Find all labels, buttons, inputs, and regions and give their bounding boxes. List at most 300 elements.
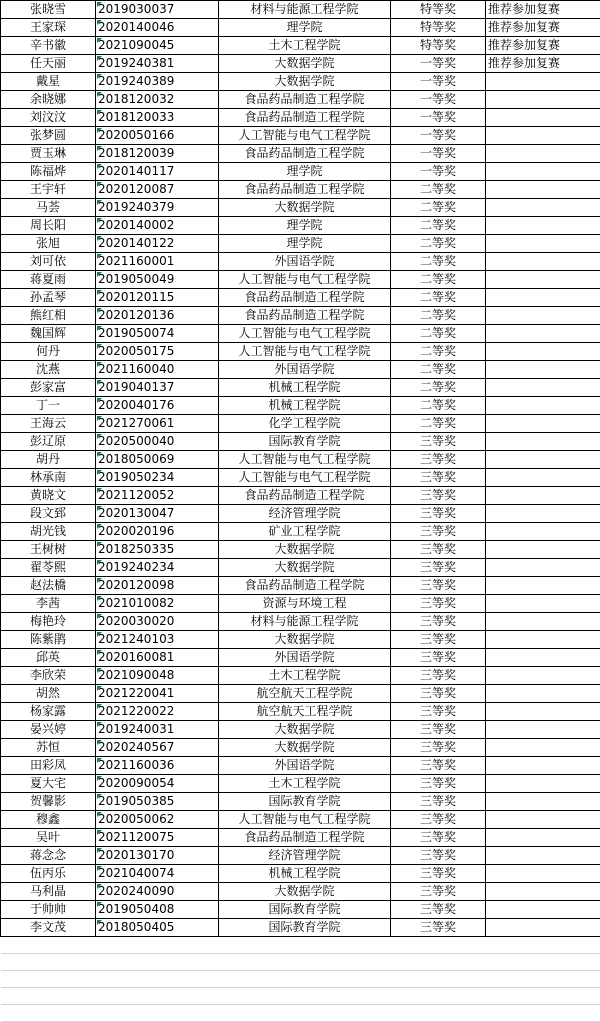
number-as-text-indicator-icon [97,290,102,295]
number-as-text-indicator-icon [97,722,102,727]
award-cell[interactable]: 三等奖 [391,721,486,739]
college-cell[interactable]: 理学院 [219,235,391,253]
award-cell[interactable]: 三等奖 [391,595,486,613]
note-cell[interactable]: 推荐参加复赛 [486,19,600,37]
note-cell[interactable] [486,487,600,505]
note-cell[interactable] [486,559,600,577]
name-cell[interactable]: 赵法橋 [1,577,96,595]
student-id-cell[interactable] [96,271,219,289]
college-cell[interactable]: 外国语学院 [219,253,391,271]
note-cell[interactable] [486,451,600,469]
student-id-cell[interactable] [96,595,219,613]
name-cell[interactable]: 林承南 [1,469,96,487]
table-row [1,505,600,523]
college-cell[interactable]: 外国语学院 [219,757,391,775]
student-id-cell[interactable] [96,343,219,361]
college-cell[interactable]: 国际教育学院 [219,433,391,451]
note-cell[interactable]: 推荐参加复赛 [486,1,600,19]
empty-cell[interactable] [391,937,486,954]
note-cell[interactable] [486,415,600,433]
empty-cell[interactable] [1,937,96,954]
student-id-cell[interactable] [96,667,219,685]
award-cell[interactable]: 二等奖 [391,325,486,343]
student-id-cell[interactable] [96,685,219,703]
award-cell[interactable]: 三等奖 [391,883,486,901]
college-cell[interactable]: 资源与环境工程 [219,595,391,613]
award-cell[interactable]: 三等奖 [391,775,486,793]
empty-cell[interactable] [391,954,486,971]
award-cell[interactable]: 三等奖 [391,559,486,577]
award-cell[interactable]: 三等奖 [391,523,486,541]
name-cell[interactable]: 梅艳玲 [1,613,96,631]
note-cell[interactable] [486,253,600,271]
student-id-cell[interactable] [96,739,219,757]
college-cell[interactable]: 人工智能与电气工程学院 [219,811,391,829]
note-cell[interactable] [486,271,600,289]
name-cell[interactable]: 陈福烨 [1,163,96,181]
note-cell[interactable] [486,469,600,487]
college-cell[interactable]: 外国语学院 [219,361,391,379]
note-cell[interactable] [486,883,600,901]
name-cell[interactable]: 周长阳 [1,217,96,235]
note-cell[interactable] [486,73,600,91]
note-cell[interactable] [486,343,600,361]
award-cell[interactable]: 三等奖 [391,505,486,523]
award-cell[interactable]: 一等奖 [391,145,486,163]
note-cell[interactable] [486,757,600,775]
award-cell[interactable]: 特等奖 [391,19,486,37]
note-cell[interactable] [486,775,600,793]
name-cell[interactable]: 马利晶 [1,883,96,901]
name-cell[interactable]: 胡光钱 [1,523,96,541]
college-cell[interactable]: 大数据学院 [219,883,391,901]
award-cell[interactable]: 二等奖 [391,181,486,199]
college-cell[interactable]: 理学院 [219,19,391,37]
student-id-cell[interactable] [96,559,219,577]
note-cell[interactable] [486,577,600,595]
name-cell[interactable]: 吴叶 [1,829,96,847]
note-cell[interactable] [486,217,600,235]
award-cell[interactable]: 三等奖 [391,613,486,631]
empty-cell[interactable] [486,988,600,1005]
college-cell[interactable]: 机械工程学院 [219,379,391,397]
college-cell[interactable]: 人工智能与电气工程学院 [219,451,391,469]
name-cell[interactable]: 马荟 [1,199,96,217]
award-cell[interactable]: 三等奖 [391,469,486,487]
table-row [1,217,600,235]
note-cell[interactable] [486,595,600,613]
college-cell[interactable]: 大数据学院 [219,199,391,217]
name-cell[interactable]: 黄晓文 [1,487,96,505]
student-id-cell[interactable] [96,163,219,181]
name-cell[interactable]: 王树树 [1,541,96,559]
college-cell[interactable]: 食品药品制造工程学院 [219,487,391,505]
award-cell[interactable]: 特等奖 [391,1,486,19]
number-as-text-indicator-icon [97,146,102,151]
student-id-cell[interactable] [96,613,219,631]
college-cell[interactable]: 理学院 [219,163,391,181]
name-cell[interactable]: 魏国辉 [1,325,96,343]
note-cell[interactable] [486,631,600,649]
name-cell[interactable]: 戴星 [1,73,96,91]
note-cell[interactable] [486,433,600,451]
name-cell[interactable]: 任天丽 [1,55,96,73]
empty-row [1,937,600,954]
empty-cell[interactable] [219,937,391,954]
college-cell[interactable]: 经济管理学院 [219,847,391,865]
college-cell[interactable]: 食品药品制造工程学院 [219,91,391,109]
student-id-cell[interactable] [96,181,219,199]
award-cell[interactable]: 二等奖 [391,361,486,379]
student-id-cell[interactable] [96,325,219,343]
college-cell[interactable]: 大数据学院 [219,541,391,559]
student-id-cell[interactable] [96,307,219,325]
student-id-cell[interactable] [96,451,219,469]
college-cell[interactable]: 大数据学院 [219,631,391,649]
note-cell[interactable] [486,901,600,919]
college-cell[interactable]: 人工智能与电气工程学院 [219,325,391,343]
student-id-text: 2020050166 [98,128,174,142]
note-cell[interactable] [486,739,600,757]
award-cell[interactable]: 三等奖 [391,793,486,811]
note-cell[interactable] [486,289,600,307]
note-cell[interactable] [486,703,600,721]
name-cell[interactable]: 彭辽原 [1,433,96,451]
note-cell[interactable] [486,811,600,829]
note-cell[interactable] [486,127,600,145]
student-id-cell[interactable] [96,109,219,127]
college-cell[interactable]: 食品药品制造工程学院 [219,109,391,127]
award-cell[interactable]: 二等奖 [391,307,486,325]
college-cell[interactable]: 大数据学院 [219,739,391,757]
empty-cell[interactable] [1,988,96,1005]
note-cell[interactable] [486,919,600,937]
note-cell[interactable]: 推荐参加复赛 [486,37,600,55]
student-id-cell[interactable] [96,1,219,19]
student-id-cell[interactable] [96,541,219,559]
number-as-text-indicator-icon [97,326,102,331]
award-cell[interactable]: 二等奖 [391,271,486,289]
note-cell[interactable] [486,541,600,559]
name-cell[interactable]: 夏大宅 [1,775,96,793]
name-cell[interactable]: 翟苓熙 [1,559,96,577]
student-id-cell[interactable] [96,433,219,451]
award-cell[interactable]: 二等奖 [391,217,486,235]
student-id-cell[interactable] [96,631,219,649]
college-cell[interactable]: 经济管理学院 [219,505,391,523]
note-cell[interactable] [486,523,600,541]
student-id-cell[interactable] [96,379,219,397]
name-cell[interactable]: 田彩凤 [1,757,96,775]
award-cell[interactable]: 三等奖 [391,919,486,937]
name-cell[interactable]: 杨家露 [1,703,96,721]
note-cell[interactable] [486,847,600,865]
empty-cell[interactable] [486,937,600,954]
student-id-cell[interactable] [96,127,219,145]
note-cell[interactable] [486,793,600,811]
student-id-text: 2018120033 [98,110,174,124]
award-cell[interactable]: 二等奖 [391,235,486,253]
name-cell[interactable]: 伍丙乐 [1,865,96,883]
student-id-cell[interactable] [96,505,219,523]
name-cell[interactable]: 李茜 [1,595,96,613]
award-cell[interactable]: 一等奖 [391,109,486,127]
award-cell[interactable]: 二等奖 [391,379,486,397]
college-cell[interactable]: 机械工程学院 [219,865,391,883]
name-cell[interactable]: 彭家富 [1,379,96,397]
award-cell[interactable]: 一等奖 [391,55,486,73]
name-cell[interactable]: 孙孟琴 [1,289,96,307]
number-as-text-indicator-icon [97,542,102,547]
college-cell[interactable]: 土木工程学院 [219,667,391,685]
student-id-cell[interactable] [96,397,219,415]
name-cell[interactable]: 王家琛 [1,19,96,37]
student-id-cell[interactable] [96,577,219,595]
college-cell[interactable]: 食品药品制造工程学院 [219,289,391,307]
college-cell[interactable]: 土木工程学院 [219,775,391,793]
award-cell[interactable]: 三等奖 [391,541,486,559]
empty-cell[interactable] [219,1005,391,1022]
award-cell[interactable]: 二等奖 [391,199,486,217]
award-cell[interactable]: 一等奖 [391,91,486,109]
college-cell[interactable]: 大数据学院 [219,73,391,91]
note-cell[interactable] [486,829,600,847]
college-cell[interactable]: 人工智能与电气工程学院 [219,127,391,145]
college-cell[interactable]: 材料与能源工程学院 [219,1,391,19]
college-cell[interactable]: 人工智能与电气工程学院 [219,469,391,487]
note-cell[interactable] [486,361,600,379]
table-row [1,631,600,649]
student-id-cell[interactable] [96,487,219,505]
name-cell[interactable]: 刘汶汶 [1,109,96,127]
award-cell[interactable]: 三等奖 [391,577,486,595]
award-cell[interactable]: 三等奖 [391,739,486,757]
college-cell[interactable]: 航空航天工程学院 [219,703,391,721]
name-cell[interactable]: 李文茂 [1,919,96,937]
college-cell[interactable]: 外国语学院 [219,649,391,667]
college-cell[interactable]: 材料与能源工程学院 [219,613,391,631]
name-cell[interactable]: 段文郅 [1,505,96,523]
student-id-cell[interactable] [96,883,219,901]
name-cell[interactable]: 穆鑫 [1,811,96,829]
college-cell[interactable]: 土木工程学院 [219,37,391,55]
award-cell[interactable]: 三等奖 [391,757,486,775]
note-cell[interactable] [486,307,600,325]
student-id-cell[interactable] [96,811,219,829]
name-cell[interactable]: 王海云 [1,415,96,433]
name-cell[interactable]: 邱英 [1,649,96,667]
name-cell[interactable]: 蒋夏雨 [1,271,96,289]
student-id-cell[interactable] [96,793,219,811]
student-id-cell[interactable] [96,757,219,775]
note-cell[interactable] [486,325,600,343]
empty-cell[interactable] [391,1005,486,1022]
note-cell[interactable] [486,685,600,703]
award-cell[interactable]: 一等奖 [391,163,486,181]
award-cell[interactable]: 三等奖 [391,433,486,451]
empty-cell[interactable] [219,954,391,971]
empty-cell[interactable] [486,954,600,971]
note-cell[interactable] [486,721,600,739]
note-cell[interactable] [486,379,600,397]
college-cell[interactable]: 国际教育学院 [219,793,391,811]
student-id-cell[interactable] [96,469,219,487]
name-cell[interactable]: 辛书徽 [1,37,96,55]
empty-cell[interactable] [1,1005,96,1022]
name-cell[interactable]: 丁一 [1,397,96,415]
note-cell[interactable] [486,145,600,163]
student-id-text: 2018120039 [98,146,174,160]
name-cell[interactable]: 陈紫鹃 [1,631,96,649]
college-cell[interactable]: 食品药品制造工程学院 [219,829,391,847]
college-cell[interactable]: 化学工程学院 [219,415,391,433]
note-cell[interactable] [486,667,600,685]
college-cell[interactable]: 食品药品制造工程学院 [219,181,391,199]
award-cell[interactable]: 二等奖 [391,397,486,415]
name-cell[interactable]: 蒋念念 [1,847,96,865]
note-cell[interactable] [486,505,600,523]
student-id-cell[interactable] [96,217,219,235]
name-cell[interactable]: 王宇轩 [1,181,96,199]
note-cell[interactable] [486,91,600,109]
student-id-cell[interactable] [96,253,219,271]
student-id-cell[interactable] [96,919,219,937]
award-cell[interactable]: 三等奖 [391,847,486,865]
award-cell[interactable]: 三等奖 [391,487,486,505]
note-cell[interactable] [486,109,600,127]
student-id-cell[interactable] [96,361,219,379]
student-id-text: 2021160040 [98,362,174,376]
student-id-cell[interactable] [96,649,219,667]
note-cell[interactable] [486,163,600,181]
student-id-cell[interactable] [96,847,219,865]
note-cell[interactable] [486,865,600,883]
award-cell[interactable]: 三等奖 [391,829,486,847]
note-cell[interactable] [486,613,600,631]
student-id-cell[interactable] [96,37,219,55]
student-id-cell[interactable] [96,523,219,541]
college-cell[interactable]: 食品药品制造工程学院 [219,307,391,325]
college-cell[interactable]: 航空航天工程学院 [219,685,391,703]
award-cell[interactable]: 一等奖 [391,73,486,91]
empty-row [1,988,600,1005]
student-id-cell[interactable] [96,289,219,307]
award-cell[interactable]: 三等奖 [391,901,486,919]
student-id-cell[interactable] [96,199,219,217]
note-cell[interactable] [486,397,600,415]
note-cell[interactable] [486,649,600,667]
college-cell[interactable]: 人工智能与电气工程学院 [219,343,391,361]
name-cell[interactable]: 何丹 [1,343,96,361]
empty-cell[interactable] [96,937,219,954]
award-cell[interactable]: 二等奖 [391,415,486,433]
college-cell[interactable]: 矿业工程学院 [219,523,391,541]
award-cell[interactable]: 二等奖 [391,253,486,271]
student-id-cell[interactable] [96,91,219,109]
college-cell[interactable]: 理学院 [219,217,391,235]
award-cell[interactable]: 三等奖 [391,811,486,829]
note-cell[interactable] [486,181,600,199]
name-cell[interactable]: 胡丹 [1,451,96,469]
student-id-cell[interactable] [96,721,219,739]
empty-cell[interactable] [391,988,486,1005]
name-cell[interactable]: 张旭 [1,235,96,253]
college-cell[interactable]: 国际教育学院 [219,901,391,919]
student-id-cell[interactable] [96,829,219,847]
name-cell[interactable]: 于帅帅 [1,901,96,919]
note-cell[interactable] [486,199,600,217]
name-cell[interactable]: 贾玉琳 [1,145,96,163]
college-cell[interactable]: 国际教育学院 [219,919,391,937]
table-row [1,919,600,937]
name-cell[interactable]: 胡然 [1,685,96,703]
student-id-cell[interactable] [96,865,219,883]
number-as-text-indicator-icon [97,866,102,871]
name-cell[interactable]: 苏恒 [1,739,96,757]
table-row [1,415,600,433]
name-cell[interactable]: 熊红相 [1,307,96,325]
empty-cell[interactable] [96,954,219,971]
student-id-cell[interactable] [96,901,219,919]
empty-cell[interactable] [219,988,391,1005]
note-cell[interactable]: 推荐参加复赛 [486,55,600,73]
student-id-cell[interactable] [96,145,219,163]
empty-cell[interactable] [486,1005,600,1022]
table-row [1,433,600,451]
award-cell[interactable]: 一等奖 [391,127,486,145]
college-cell[interactable]: 人工智能与电气工程学院 [219,271,391,289]
student-id-cell[interactable] [96,415,219,433]
award-cell[interactable]: 特等奖 [391,37,486,55]
award-cell[interactable]: 三等奖 [391,703,486,721]
college-cell[interactable]: 大数据学院 [219,721,391,739]
college-cell[interactable]: 大数据学院 [219,55,391,73]
award-cell[interactable]: 三等奖 [391,667,486,685]
empty-cell[interactable] [96,1005,219,1022]
award-cell[interactable]: 二等奖 [391,343,486,361]
student-id-cell[interactable] [96,235,219,253]
name-cell[interactable]: 晏兴婷 [1,721,96,739]
table-row [1,775,600,793]
name-cell[interactable]: 刘可依 [1,253,96,271]
empty-cell[interactable] [1,954,96,971]
student-id-cell[interactable] [96,73,219,91]
college-cell[interactable]: 大数据学院 [219,559,391,577]
college-cell[interactable]: 食品药品制造工程学院 [219,577,391,595]
name-cell[interactable]: 张晓雪 [1,1,96,19]
student-id-cell[interactable] [96,19,219,37]
name-cell[interactable]: 李欣荣 [1,667,96,685]
empty-row [1,954,600,971]
empty-cell[interactable] [96,988,219,1005]
award-cell[interactable]: 三等奖 [391,649,486,667]
award-cell[interactable]: 三等奖 [391,685,486,703]
award-cell[interactable]: 三等奖 [391,865,486,883]
name-cell[interactable]: 余晓娜 [1,91,96,109]
award-cell[interactable]: 三等奖 [391,631,486,649]
name-cell[interactable]: 沈燕 [1,361,96,379]
name-cell[interactable]: 张梦圆 [1,127,96,145]
award-cell[interactable]: 二等奖 [391,289,486,307]
student-id-cell[interactable] [96,703,219,721]
name-cell[interactable]: 贺馨影 [1,793,96,811]
college-cell[interactable]: 机械工程学院 [219,397,391,415]
note-cell[interactable] [486,235,600,253]
award-cell[interactable]: 三等奖 [391,451,486,469]
student-id-cell[interactable] [96,775,219,793]
college-cell[interactable]: 食品药品制造工程学院 [219,145,391,163]
student-id-cell[interactable] [96,55,219,73]
